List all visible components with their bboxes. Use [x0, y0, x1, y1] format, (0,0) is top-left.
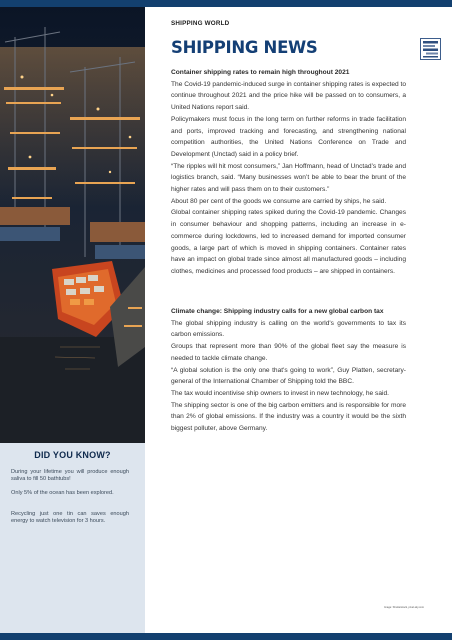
article-paragraph: “The ripples will hit most consumers,” Jan Hoffmann, head of Unctad’s trade and logistics branch, said. “Many businesses won’t be able to bear the brunt of the higher rates and will pass them on to their customers.” — [171, 162, 406, 194]
fact-item: Only 5% of the ocean has been explored. — [11, 490, 114, 496]
article-paragraph: The shipping sector is one of the big carbon emitters and is responsible for more than 2% of global emissions. If the industry was a country it would be the sixth biggest polluter, above Germany. — [171, 401, 406, 433]
article-paragraph: The tax would incentivise ship owners to invest in new technology, he said. — [171, 389, 389, 397]
article-container-rates — [171, 67, 406, 278]
article-paragraph: Groups that represent more than 90% of the global fleet say the measure is needed to tackle climate change. — [171, 343, 406, 362]
article-paragraph: The global shipping industry is calling on the world's governments to tax its carbon emissions. — [171, 319, 406, 339]
article-paragraph: The Covid-19 pandemic-induced surge in container shipping rates is expected to continue throughout 2021 and the price hike will be passed on to consumers, a United Nations report said. — [171, 80, 406, 112]
article-headline: Container shipping rates to remain high throughout 2021 — [171, 69, 350, 76]
article-paragraph: Policymakers must focus in the long term on further reforms in trade facilitation and ports, improved tracking and forecasting, and strengthening national competition authorities, the United Nations Conference on Trade and Development (Unctad) said in a policy brief. — [171, 115, 406, 158]
article-headline: Climate change: Shipping industry calls for a new global carbon tax — [171, 308, 384, 315]
article-carbon-tax — [171, 306, 406, 435]
sidebar — [0, 7, 145, 633]
section-label: SHIPPING WORLD — [171, 20, 230, 27]
article-paragraph: Global container shipping rates spiked during the Covid-19 pandemic. Changes in consumer behaviour and shopping patterns, including an increase in e-commerce during lockdowns, led to increased demand for imported consumer goods, a large part of which is moved in shipping containers. Container rates have an impact on global trade since almost all manufactured goods – including clothes, medicines and processed food products – are shipped in containers. — [171, 209, 406, 275]
port-photo — [0, 7, 145, 443]
article-paragraph: “A global solution is the only one that's going to work”, Guy Platten, secretary-general of the International Chamber of Shipping told the BBC. — [171, 366, 406, 386]
fact-item: Recycling just one tin can saves enough energy to watch television for 3 hours. — [11, 511, 129, 525]
shipping-logo-icon — [420, 38, 441, 60]
top-accent-bar — [0, 0, 452, 7]
did-you-know-heading: DID YOU KNOW? — [34, 450, 111, 460]
image-credit: Image: Shutterstock, pixel-sky.com — [384, 606, 425, 609]
fact-item: During your lifetime you will produce enough saliva to fill 50 bathtubs! — [11, 469, 129, 483]
page-title: SHIPPING NEWS — [171, 38, 318, 57]
bottom-accent-bar — [0, 633, 452, 640]
article-paragraph: About 80 per cent of the goods we consume are carried by ships, he said. — [171, 197, 387, 205]
